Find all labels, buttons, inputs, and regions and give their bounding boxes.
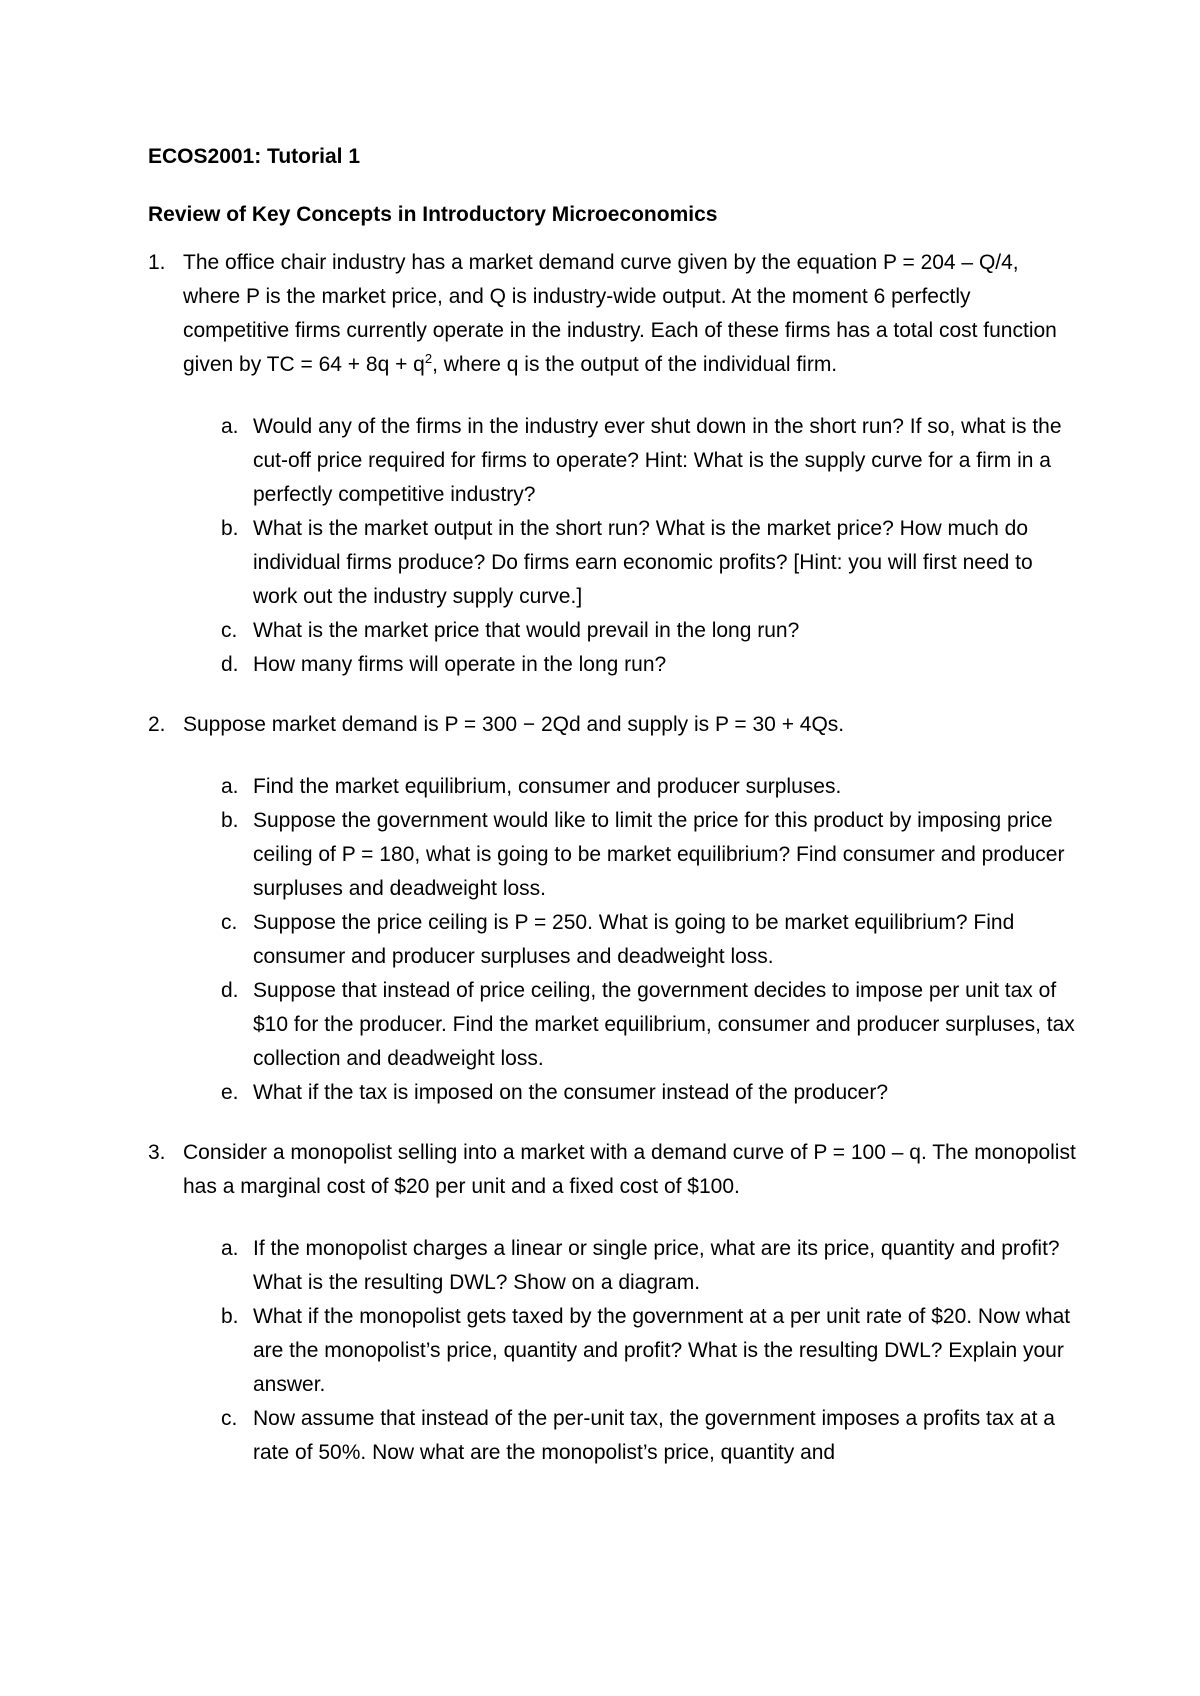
sub-question-letter: c. <box>221 1407 238 1430</box>
sub-question-1a <box>183 410 1078 512</box>
question-text-part: The office chair industry has a market demand curve given by the equation P = 204 – Q/4, where P is the market price, and Q is industry-wide output. At the moment 6 perfectly competitive firms currently operate in the industry. Each of these firms has a total cost function given by TC = 64 + 8q + q <box>183 251 1057 376</box>
sub-question-text: Suppose the price ceiling is P = 250. What is going to be market equilibrium? Find consumer and producer surpluses and deadweight loss. <box>253 911 1015 968</box>
sub-question-letter: d. <box>221 979 239 1002</box>
sub-question-letter: b. <box>221 517 239 540</box>
sub-question-text: Would any of the firms in the industry ever shut down in the short run? If so, what is the cut-off price required for firms to operate? Hint: What is the supply curve for a firm in a perfectly competitive industry? <box>253 415 1062 506</box>
sub-question-1d <box>183 648 1078 682</box>
sub-question-text: Now assume that instead of the per-unit tax, the government imposes a profits tax at a rate of 50%. Now what are the monopolist’s price, quantity and <box>253 1407 1055 1464</box>
sub-question-letter: b. <box>221 809 239 832</box>
question-text: Consider a monopolist selling into a market with a demand curve of P = 100 – q. The monopolist has a marginal cost of $20 per unit and a fixed cost of $100. <box>183 1141 1076 1198</box>
sub-question-letter: e. <box>221 1081 239 1104</box>
question-2 <box>148 708 1078 1110</box>
sub-question-2e <box>183 1076 1078 1110</box>
question-number: 2. <box>148 713 166 736</box>
sub-question-text: What is the market output in the short run? What is the market price? How much do individual firms produce? Do firms earn economic profits? [Hint: you will first need to work out the industry supply curve.] <box>253 517 1033 608</box>
sub-question-letter: c. <box>221 619 238 642</box>
sub-question-2b <box>183 804 1078 906</box>
sub-question-text: What if the tax is imposed on the consumer instead of the producer? <box>253 1081 889 1104</box>
question-number: 1. <box>148 251 166 274</box>
sub-question-3c <box>183 1402 1078 1470</box>
question-1 <box>148 246 1078 682</box>
sub-question-text: What if the monopolist gets taxed by the government at a per unit rate of $20. Now what are the monopolist’s price, quantity and profit? What is the resulting DWL? Explain your answer. <box>253 1305 1071 1396</box>
superscript: 2 <box>424 351 433 366</box>
sub-question-2a <box>183 770 1078 804</box>
sub-question-text: Find the market equilibrium, consumer and producer surpluses. <box>253 775 842 798</box>
sub-question-text: If the monopolist charges a linear or single price, what are its price, quantity and profit? What is the resulting DWL? Show on a diagram. <box>253 1237 1060 1294</box>
sub-question-letter: b. <box>221 1305 239 1328</box>
sub-question-text: How many firms will operate in the long run? <box>253 653 667 676</box>
document-subtitle: Review of Key Concepts in Introductory Microeconomics <box>148 203 718 226</box>
sub-question-list <box>183 1232 1078 1470</box>
question-number: 3. <box>148 1141 166 1164</box>
sub-question-list <box>183 410 1078 682</box>
sub-question-letter: c. <box>221 911 238 934</box>
question-text-part: , where q is the output of the individual firm. <box>432 353 838 376</box>
sub-question-2c <box>183 906 1078 974</box>
sub-question-3b <box>183 1300 1078 1402</box>
question-3 <box>148 1136 1078 1470</box>
sub-question-list <box>183 770 1078 1110</box>
sub-question-letter: a. <box>221 775 239 798</box>
sub-question-text: Suppose that instead of price ceiling, the government decides to impose per unit tax of $10 for the producer. Find the market equilibrium, consumer and producer surpluses, tax collection and deadweight loss. <box>253 979 1075 1070</box>
sub-question-1c <box>183 614 1078 648</box>
sub-question-text: What is the market price that would prevail in the long run? <box>253 619 800 642</box>
question-text <box>183 246 1078 382</box>
sub-question-letter: a. <box>221 1237 239 1260</box>
document-title: ECOS2001: Tutorial 1 <box>148 145 361 168</box>
sub-question-letter: d. <box>221 653 239 676</box>
sub-question-1b <box>183 512 1078 614</box>
document-page <box>148 140 1078 1496</box>
sub-question-2d <box>183 974 1078 1076</box>
sub-question-3a <box>183 1232 1078 1300</box>
sub-question-text: Suppose the government would like to limit the price for this product by imposing price ceiling of P = 180, what is going to be market equilibrium? Find consumer and producer surpluses and deadweight loss. <box>253 809 1065 900</box>
question-text: Suppose market demand is P = 300 − 2Qd and supply is P = 30 + 4Qs. <box>183 713 845 736</box>
sub-question-letter: a. <box>221 415 239 438</box>
